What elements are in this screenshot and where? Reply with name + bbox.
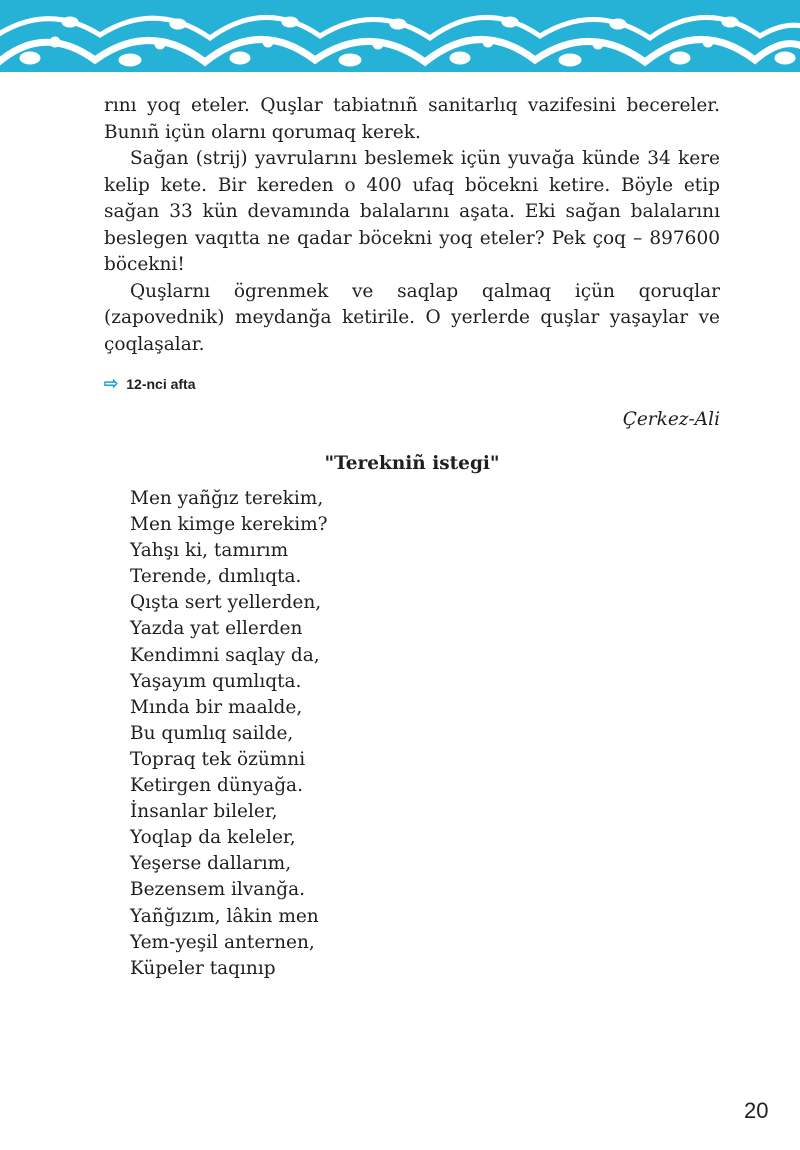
poem-line: Bezensem ilvanğa.: [130, 879, 306, 901]
poem-line: Terende, dımlıqta.: [130, 566, 302, 588]
poem-line: Qışta sert yellerden,: [130, 592, 322, 614]
poem-line: Men kimge kerekim?: [130, 514, 328, 536]
week-marker: [104, 375, 720, 392]
poem-line: Bu qumlıq sailde,: [130, 722, 294, 744]
poem-line: Yazda yat ellerden: [130, 618, 303, 640]
poem-line: Mında bir maalde,: [130, 696, 303, 718]
poem-line: Yoqlap da keleler,: [130, 827, 296, 849]
poem-line: Yaşayım qumlıqta.: [130, 670, 302, 692]
poem-title: "Terekniñ istegi": [324, 453, 500, 474]
poem-lines: [130, 486, 720, 982]
poem-line: Küpeler taqınıp: [130, 957, 276, 979]
poem-line: Kendimni saqlay da,: [130, 644, 320, 666]
week-label: 12-nci afta: [126, 375, 196, 392]
page-number: 20: [744, 1098, 769, 1123]
poem-line: Yem-yeşil anternen,: [130, 931, 315, 953]
floral-ornament-icon: [0, 0, 800, 78]
poem-line: Yahşı ki, tamırım: [130, 540, 289, 562]
poem-line: Yañğızım, lâkin men: [130, 905, 319, 927]
poem-line: Topraq tek özümni: [130, 748, 306, 770]
page-content: [104, 93, 720, 982]
poem-line: Ketirgen dünyağa.: [130, 775, 303, 797]
poem-author: Çerkez-Ali: [622, 409, 720, 430]
poem-line: Men yañğız terekim,: [130, 488, 324, 509]
body-paragraph: Quşlarnı ögrenmek ve saqlap qalmaq içün qoruqlar (zapovednik) meydanğa ketirile. O yerlerde quşlar yaşaylar ve çoqlaşalar.: [104, 280, 720, 355]
body-paragraph: Sağan (strij) yavrularını beslemek içün yuvağa künde 34 kere kelip kete. Bir kereden o 400 ufaq böcekni ketire. Böyle etip sağan 33 kün devamında balalarını aşata. Eki sağan balalarını beslegen vaqıtta ne qadar böcekni yoq eteler? Pek çoq – 897600 böcekni!: [104, 148, 720, 275]
poem-line: Yeşerse dallarım,: [130, 853, 292, 875]
body-paragraph: rını yoq eteler. Quşlar tabiatnıñ sanitarlıq vazifesini becereler. Bunıñ içün olarnı qorumaq kerek.: [104, 95, 720, 143]
arrow-right-icon: ⇨: [104, 374, 119, 393]
poem-line: İnsanlar bileler,: [130, 801, 278, 823]
